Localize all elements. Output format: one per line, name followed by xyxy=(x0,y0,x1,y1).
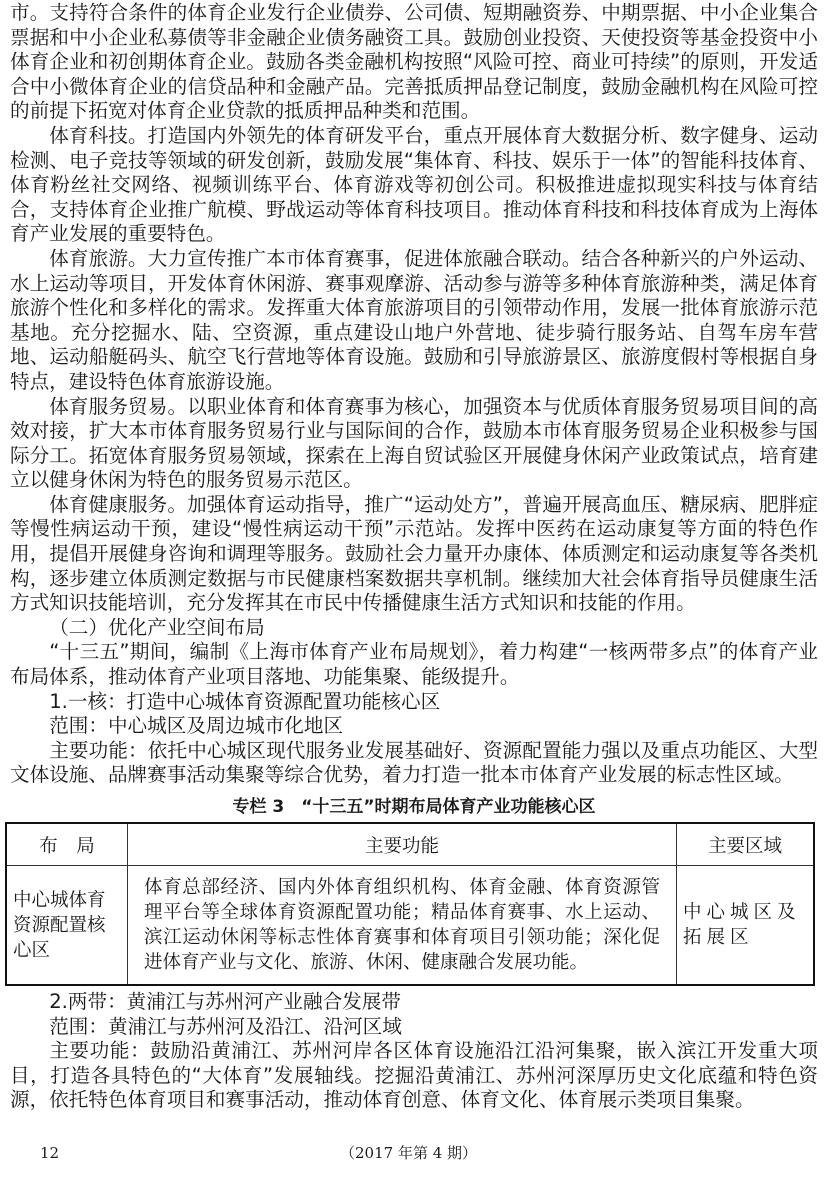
header-layout: 布 局 xyxy=(6,823,128,866)
subheading-one-core: 1.一核：打造中心城体育资源配置功能核心区 xyxy=(49,689,441,713)
paragraph-sports-tourism: 体育旅游。大力宣传推广本市体育赛事，促进体旅融合联动。结合各种新兴的户外运动、水上运动等项目，开发体育休闲游、赛事观摩游、活动参与游等多种体育旅游种类，满足体育旅游个性化和多样化的需求。发挥重大体育旅游项目的引领带动作用，发展一批体育旅游示范基地。充分挖掘水、陆、空资源，重点建设山地户外营地、徒步骑行服务站、自驾车房车营地、运动船艇码头、航空飞行营地等体育设施。鼓励和引导旅游景区、旅游度假村等根据自身特点，建设特色体育旅游设施。 xyxy=(10,246,818,393)
paragraph-service-trade: 体育服务贸易。以职业体育和体育赛事为核心，加强资本与优质体育服务贸易项目间的高效对接，扩大本市体育服务贸易行业与国际间的合作，鼓励本市体育服务贸易企业积极参与国际分工。拓宽体育服务贸易领域，探索在上海自贸试验区开展健身休闲产业政策试点，培育建立以健身休闲为特色的服务贸易示范区。 xyxy=(10,394,818,492)
paragraph-finance: 市。支持符合条件的体育企业发行企业债券、公司债、短期融资券、中期票据、中小企业集合票据和中小企业私募债等非金融企业债务融资工具。鼓励创业投资、天使投资等基金投资中小体育企业和初创期体育企业。鼓励各类金融机构按照“风险可控、商业可持续”的原则，开发适合中小微体育企业的信贷品种和金融产品。完善抵质押品登记制度，鼓励金融机构在风险可控的前提下拓宽对体育企业贷款的抵质押品种类和范围。 xyxy=(10,1,818,123)
paragraph-layout-plan: “十三五”期间，编制《上海市体育产业布局规划》，着力构建“一核两带多点”的体育产业布局体系，推动体育产业项目落地、功能集聚、能级提升。 xyxy=(10,640,818,689)
page-number: 12 xyxy=(40,1143,60,1162)
cell-functions: 体育总部经济、国内外体育组织机构、体育金融、体育资源管理平台等全球体育资源配置功能；精品体育赛事、水上运动、滨江运动休闲等标志性体育赛事和体育项目引领功能；深化促进体育产业与文化、旅游、休闲、健康融合发展功能。 xyxy=(128,866,677,986)
paragraph-sports-tech: 体育科技。打造国内外领先的体育研发平台，重点开展体育大数据分析、数字健身、运动检测、电子竞技等领域的研发创新，鼓励发展“集体育、科技、娱乐于一体”的智能科技体育、体育粉丝社交网络、视频训练平台、体育游戏等初创公司。积极推进虚拟现实科技与体育结合，支持体育企业推广航模、野战运动等体育科技项目。推动体育科技和科技体育成为上海体育产业发展的重要特色。 xyxy=(10,123,818,246)
scope-two-belts: 范围：黄浦江与苏州河及沿江、沿河区域 xyxy=(49,1014,402,1038)
page-spacer xyxy=(10,1113,818,1143)
subheading-two-belts: 2.两带：黄浦江与苏州河产业融合发展带 xyxy=(49,990,401,1013)
table-header-row xyxy=(6,823,814,866)
page-footer xyxy=(10,1143,818,1163)
body-text-bottom xyxy=(10,990,818,1113)
core-area-table xyxy=(5,822,815,986)
scope-one-core: 范围：中心城区及周边城市化地区 xyxy=(49,714,344,738)
body-text-top xyxy=(10,1,818,788)
issue-label: （2017 年第 4 期） xyxy=(340,1143,478,1162)
cell-layout: 中心城体育资源配置核心区 xyxy=(6,866,128,986)
cell-area: 中心城区及拓展区 xyxy=(677,866,815,986)
header-functions: 主要功能 xyxy=(128,823,677,866)
table-caption: 专栏 3 “十三五”时期布局体育产业功能核心区 xyxy=(232,797,596,817)
table-row xyxy=(6,866,814,986)
function-two-belts: 主要功能：鼓励沿黄浦江、苏州河岸各区体育设施沿江沿河集聚，嵌入滨江开发重大项目，打造各具特色的“大体育”发展轴线。挖掘沿黄浦江、苏州河深厚历史文化底蕴和特色资源，依托特色体育项目和赛事活动，推动体育创意、体育文化、体育展示类项目集聚。 xyxy=(10,1039,818,1112)
paragraph-health-service: 体育健康服务。加强体育运动指导，推广“运动处方”，普遍开展高血压、糖尿病、肥胖症等慢性病运动干预，建设“慢性病运动干预”示范站。发挥中医药在运动康复等方面的特色作用，提倡开展健身咨询和调理等服务。鼓励社会力量开办康体、体质测定和运动康复等各类机构，逐步建立体质测定数据与市民健康档案数据共享机制。继续加大社会体育指导员健康生活方式知识技能培训，充分发挥其在市民中传播健康生活方式知识和技能的作用。 xyxy=(10,492,818,615)
function-one-core: 主要功能：依托中心城区现代服务业发展基础好、资源配置能力强以及重点功能区、大型文体设施、品牌赛事活动集聚等综合优势，着力打造一批本市体育产业发展的标志性区域。 xyxy=(10,738,818,787)
header-area: 主要区域 xyxy=(677,823,815,866)
section-heading: （二）优化产业空间布局 xyxy=(49,615,265,639)
